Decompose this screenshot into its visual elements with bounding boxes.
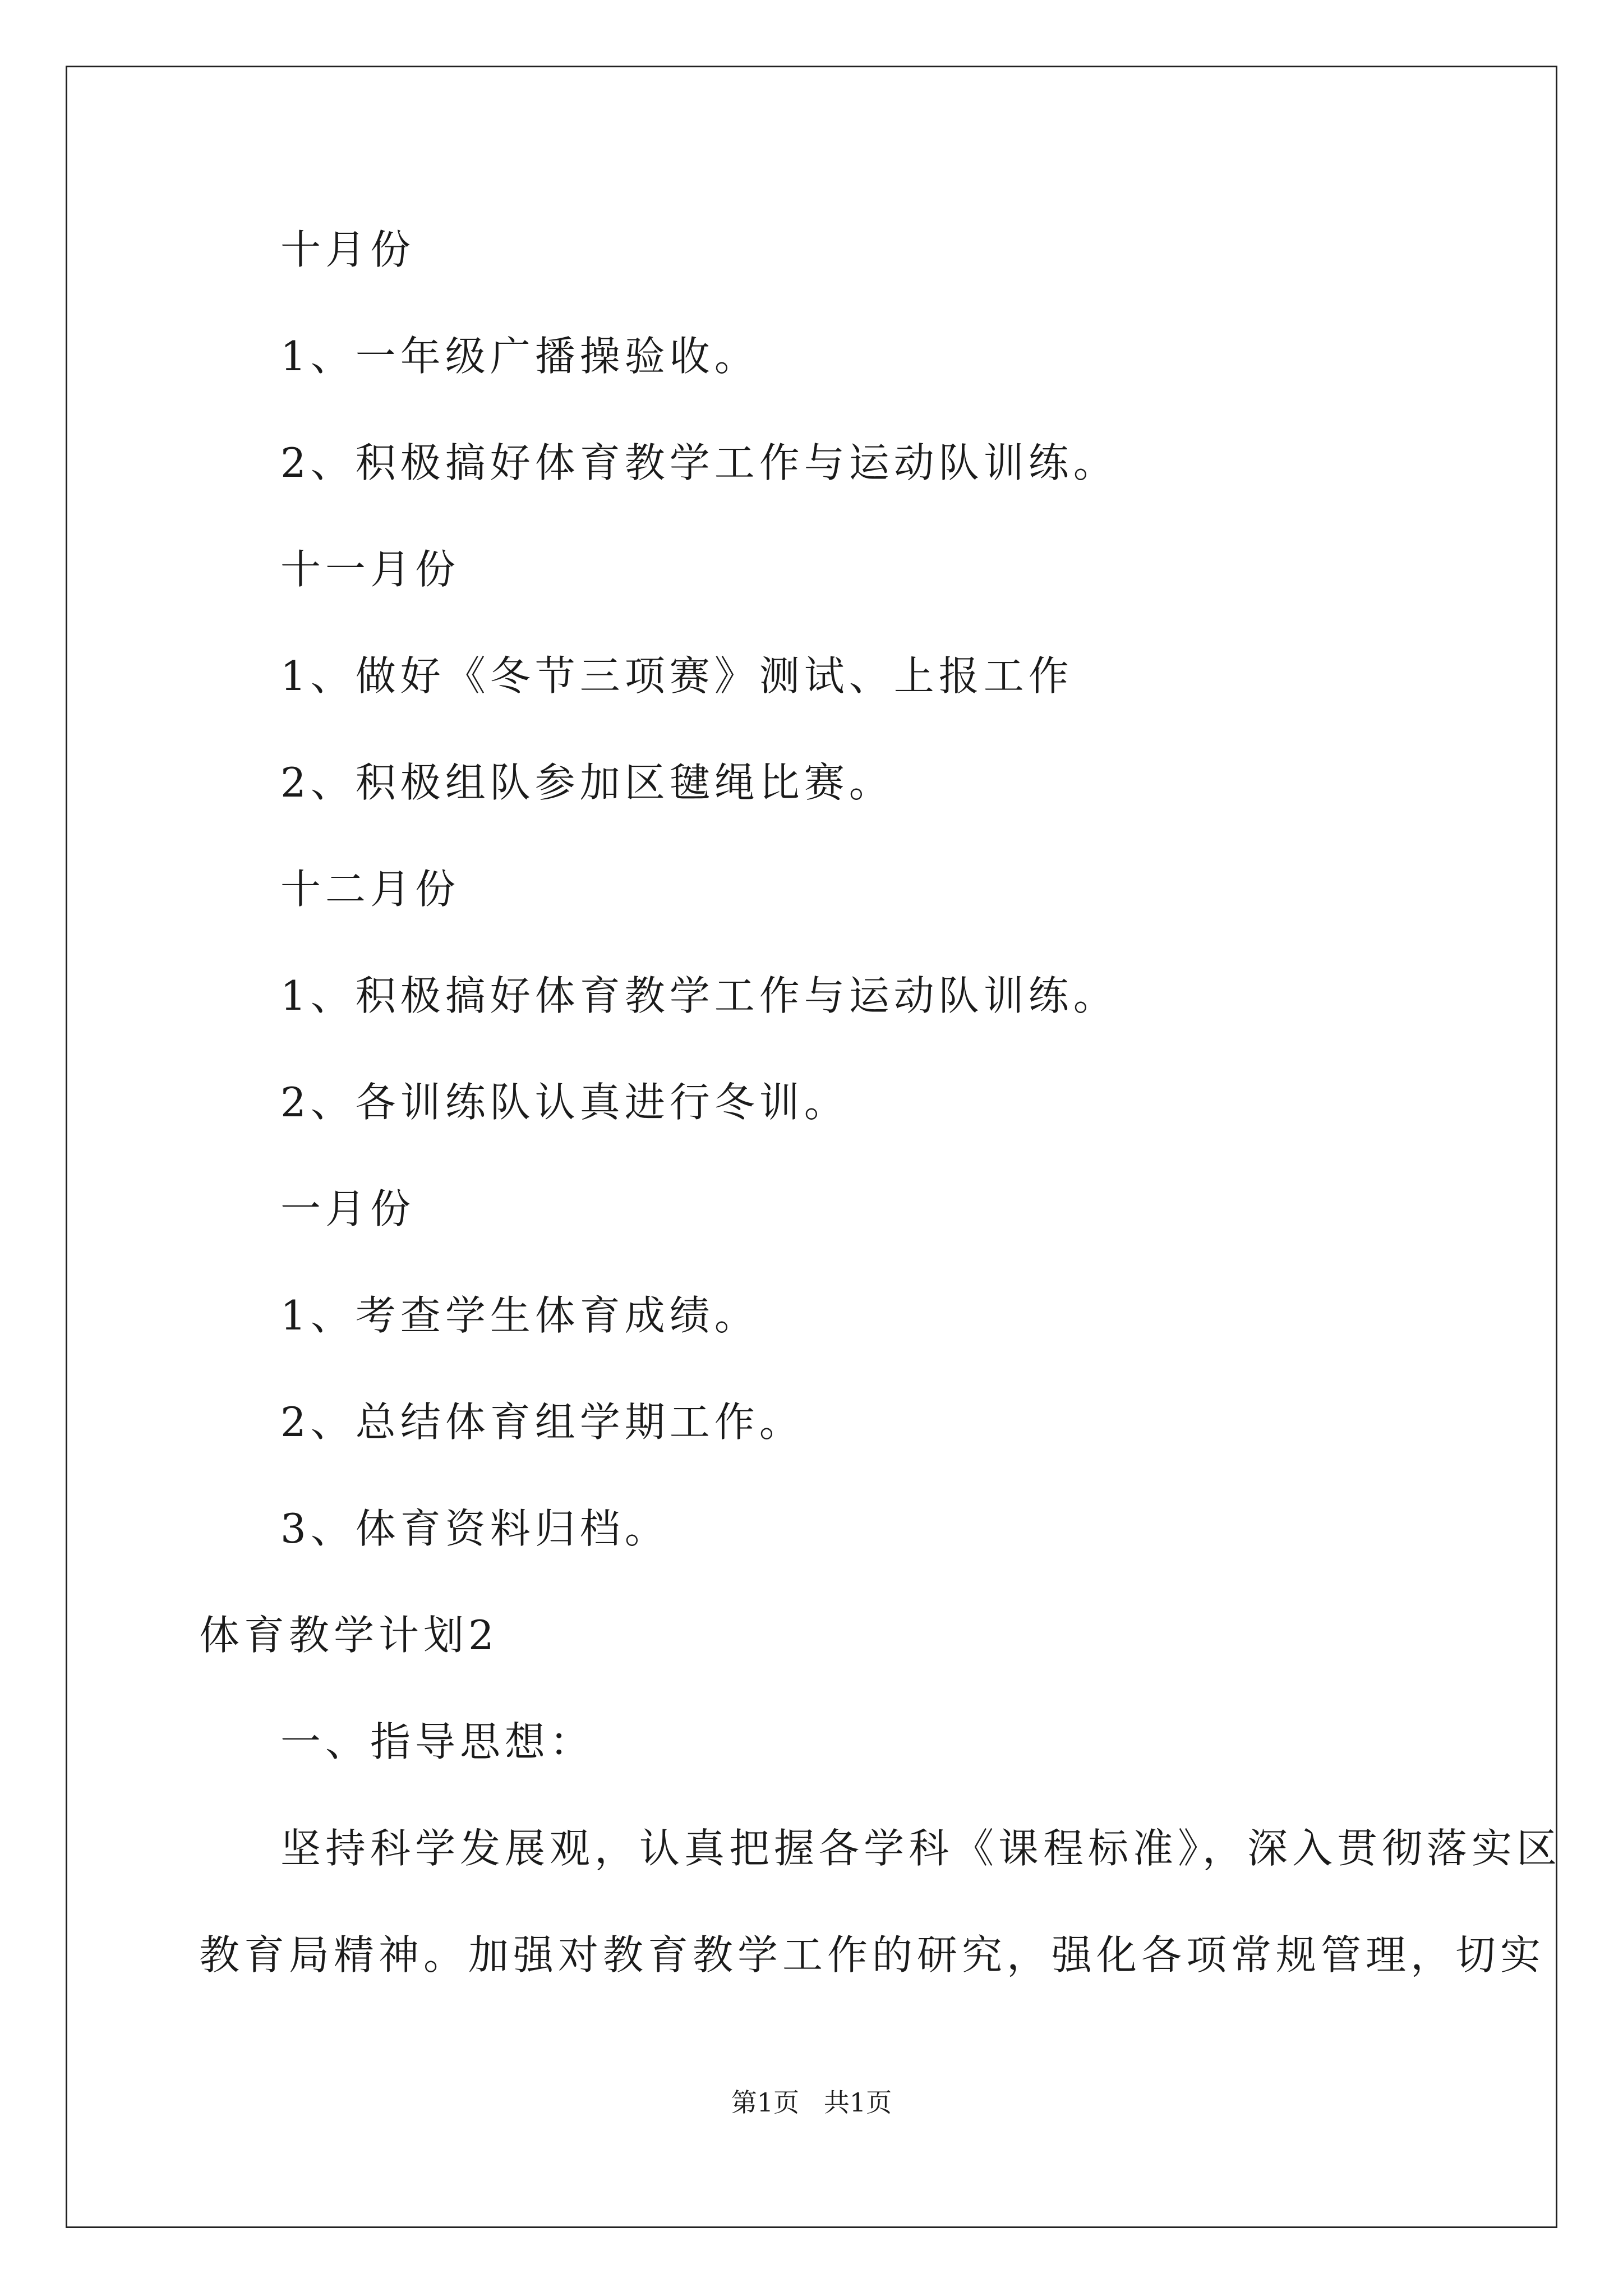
text-line: 2、总结体育组学期工作。	[280, 1398, 804, 1446]
month-heading-october: 十月份	[280, 226, 416, 273]
month-heading-january: 一月份	[280, 1185, 416, 1232]
text-line: 1、一年级广播操验收。	[280, 333, 759, 380]
text-line: 2、积极组队参加区毽绳比赛。	[280, 759, 894, 806]
paragraph-line: 坚持科学发展观，认真把握各学科《课程标准》，深入贯彻落实区	[280, 1825, 1562, 1872]
page-border	[66, 66, 1557, 2228]
section-title: 体育教学计划2	[199, 1612, 499, 1659]
subsection-heading: 一、指导思想：	[280, 1718, 595, 1765]
text-line: 2、各训练队认真进行冬训。	[280, 1079, 849, 1126]
text-line: 1、积极搞好体育教学工作与运动队训练。	[280, 972, 1118, 1019]
text-line: 3、体育资料归档。	[280, 1505, 670, 1552]
text-line: 1、考查学生体育成绩。	[280, 1292, 759, 1339]
page-number: 第1页 共1页	[731, 2087, 892, 2118]
text-line: 2、积极搞好体育教学工作与运动队训练。	[280, 439, 1118, 486]
paragraph-line: 教育局精神。加强对教育教学工作的研究，强化各项常规管理，切实	[199, 1931, 1546, 1978]
month-heading-november: 十一月份	[280, 546, 460, 593]
month-heading-december: 十二月份	[280, 866, 460, 913]
text-line: 1、做好《冬节三项赛》测试、上报工作	[280, 652, 1073, 700]
